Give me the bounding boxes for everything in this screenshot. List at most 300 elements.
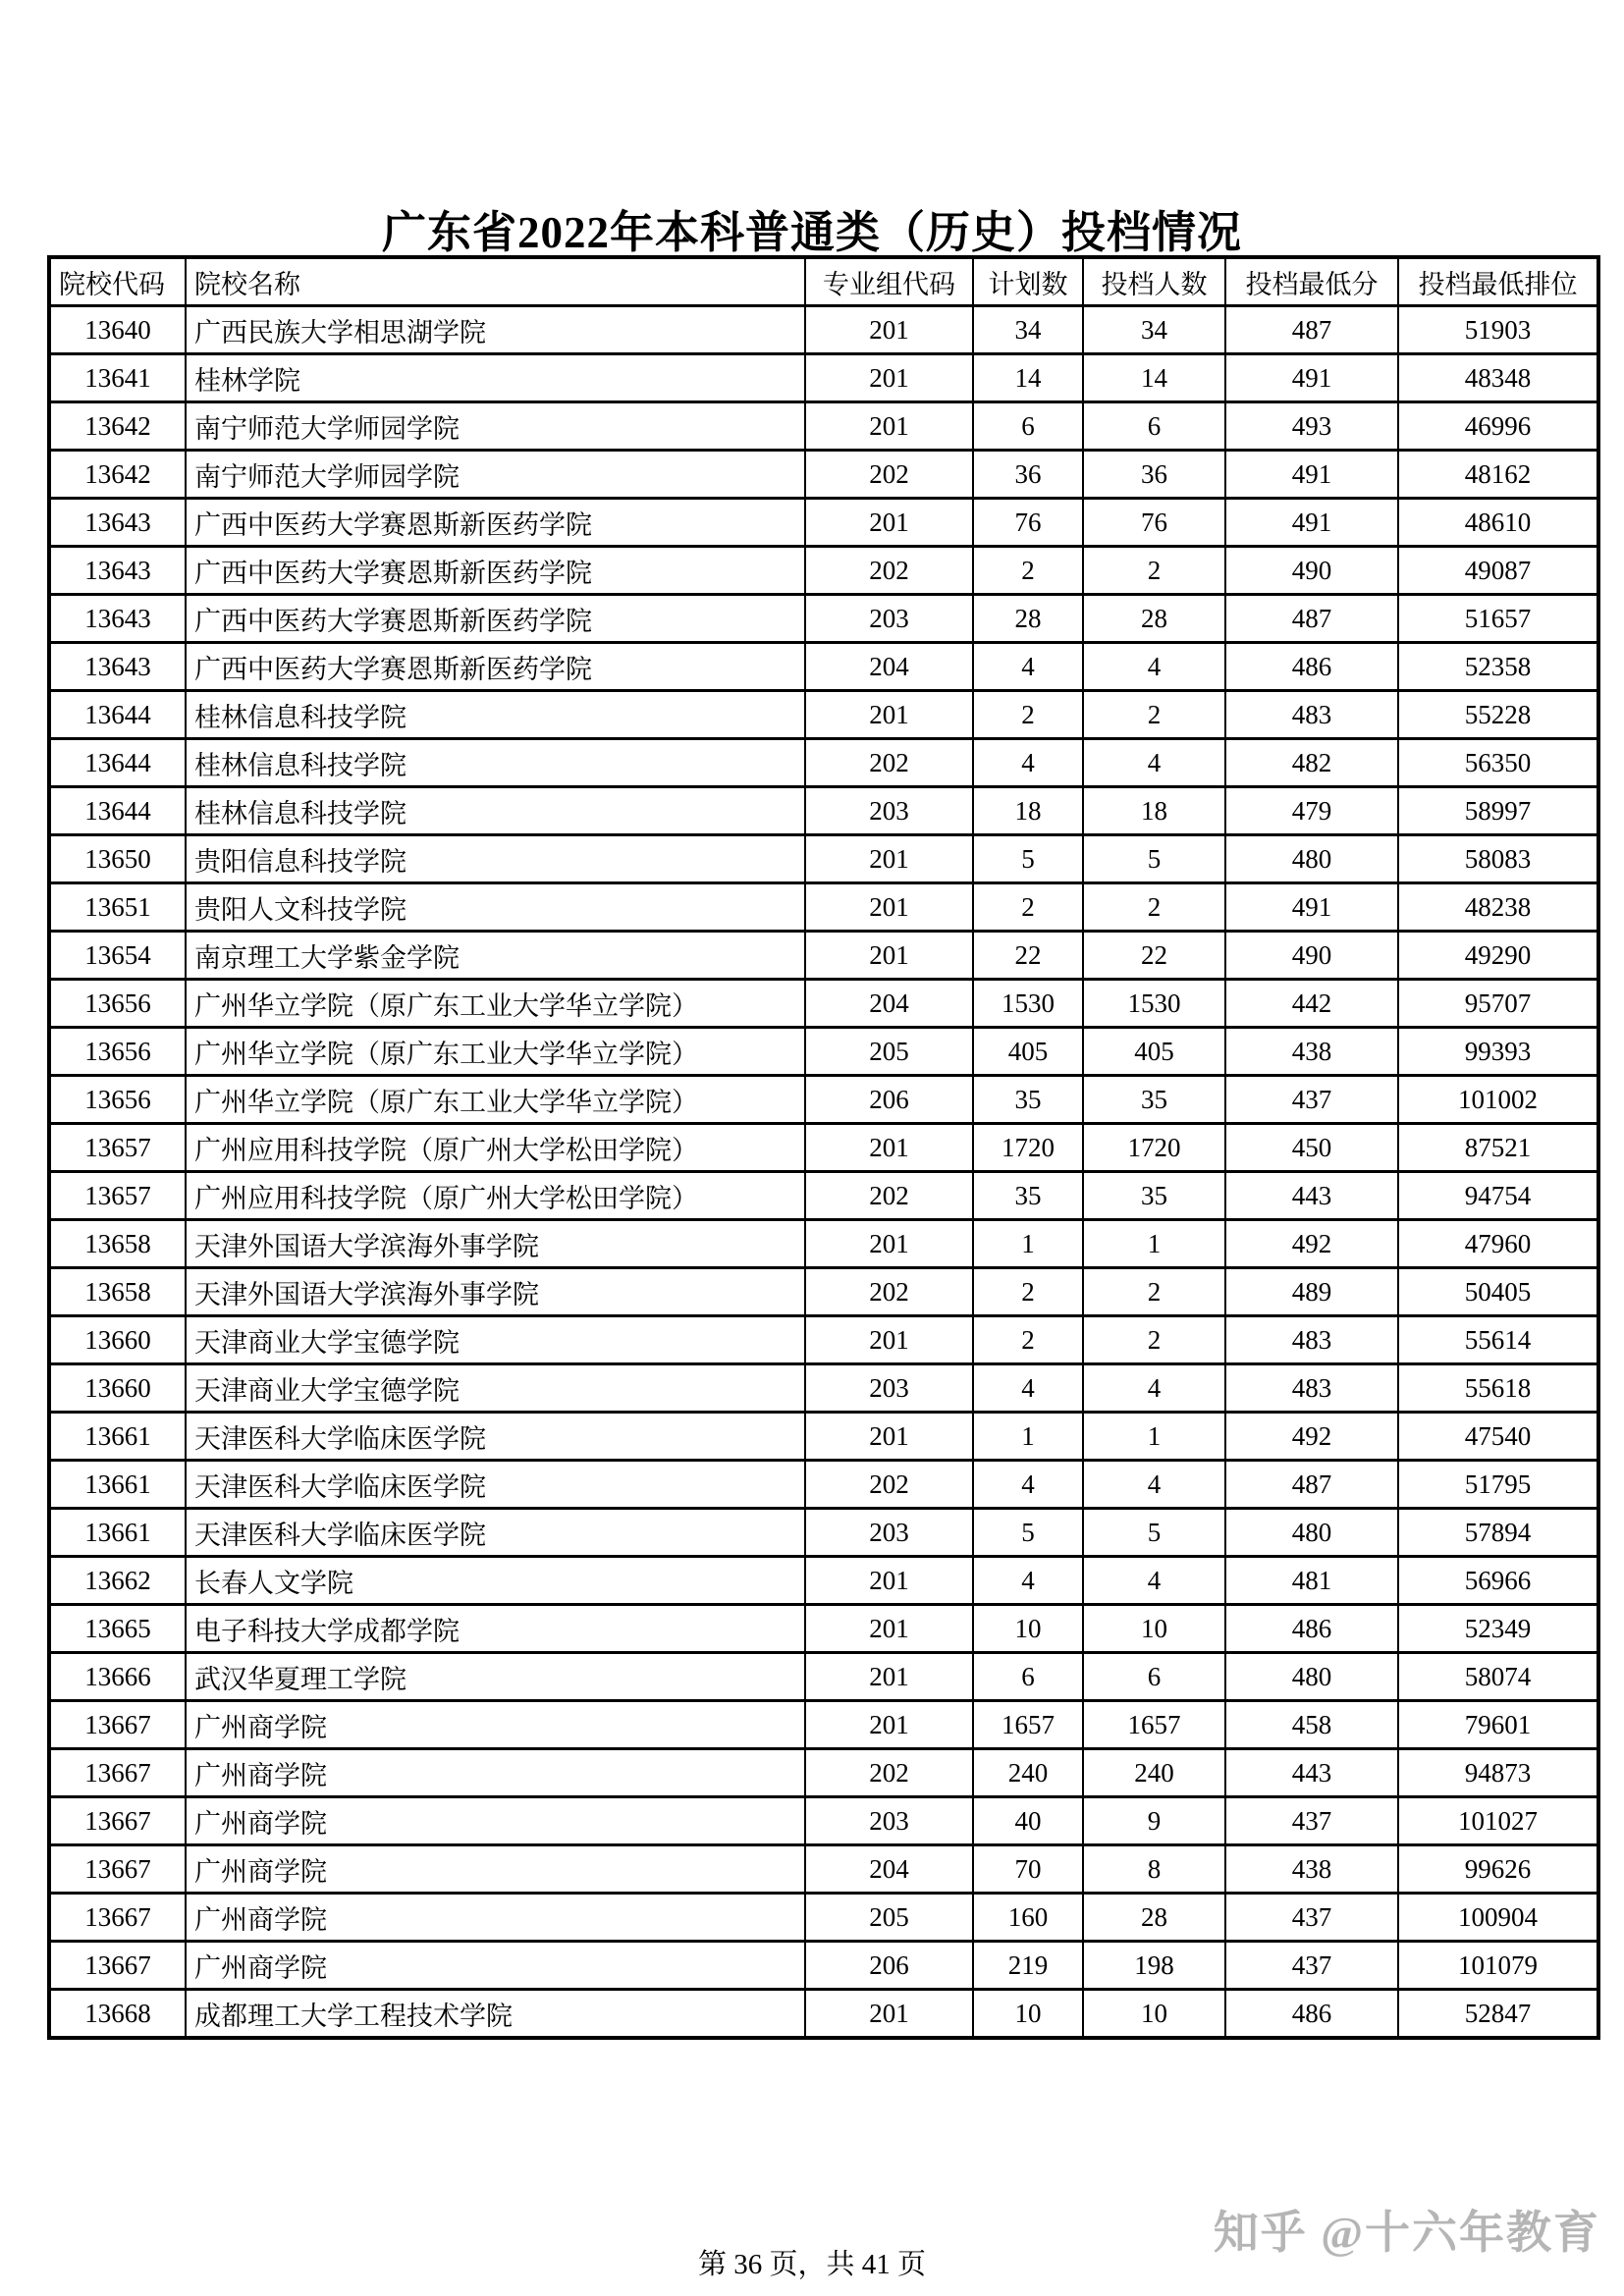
table-row — [49, 643, 1598, 691]
plan-count-cell: 22 — [973, 932, 1083, 980]
plan-count-cell: 76 — [973, 499, 1083, 547]
table-row — [49, 1797, 1598, 1845]
table-row — [49, 451, 1598, 499]
filed-count-cell: 1530 — [1083, 980, 1225, 1028]
min-score-cell: 480 — [1225, 1653, 1398, 1701]
table-row — [49, 306, 1598, 354]
filed-count-cell: 10 — [1083, 1990, 1225, 2039]
major-group-code-cell: 204 — [805, 1845, 973, 1894]
min-rank-cell: 94754 — [1398, 1172, 1598, 1220]
college-name-cell: 贵阳人文科技学院 — [186, 883, 805, 932]
filed-count-cell: 4 — [1083, 1364, 1225, 1413]
table-row — [49, 932, 1598, 980]
min-score-cell: 480 — [1225, 1509, 1398, 1557]
min-rank-cell: 48610 — [1398, 499, 1598, 547]
plan-count-cell: 34 — [973, 306, 1083, 354]
plan-count-cell: 160 — [973, 1894, 1083, 1942]
filed-count-cell: 240 — [1083, 1749, 1225, 1797]
min-score-cell: 489 — [1225, 1268, 1398, 1316]
major-group-code-cell: 203 — [805, 787, 973, 835]
college-name-cell: 广西中医药大学赛恩斯新医药学院 — [186, 643, 805, 691]
min-score-cell: 450 — [1225, 1124, 1398, 1172]
min-rank-cell: 48162 — [1398, 451, 1598, 499]
plan-count-cell: 219 — [973, 1942, 1083, 1990]
major-group-code-cell: 202 — [805, 451, 973, 499]
table-row — [49, 1653, 1598, 1701]
college-name-cell: 桂林信息科技学院 — [186, 787, 805, 835]
major-group-code-cell: 203 — [805, 1797, 973, 1845]
min-score-cell: 437 — [1225, 1942, 1398, 1990]
min-score-cell: 479 — [1225, 787, 1398, 835]
college-code-cell: 13667 — [49, 1845, 186, 1894]
table-row — [49, 1172, 1598, 1220]
header-filed-count: 投档人数 — [1083, 257, 1225, 306]
filed-count-cell: 22 — [1083, 932, 1225, 980]
table-row — [49, 402, 1598, 451]
min-score-cell: 486 — [1225, 1990, 1398, 2039]
min-rank-cell: 48348 — [1398, 354, 1598, 402]
college-code-cell: 13640 — [49, 306, 186, 354]
filed-count-cell: 5 — [1083, 835, 1225, 883]
filed-count-cell: 8 — [1083, 1845, 1225, 1894]
major-group-code-cell: 201 — [805, 883, 973, 932]
filed-count-cell: 1720 — [1083, 1124, 1225, 1172]
college-code-cell: 13658 — [49, 1220, 186, 1268]
college-code-cell: 13661 — [49, 1413, 186, 1461]
plan-count-cell: 240 — [973, 1749, 1083, 1797]
college-name-cell: 广州应用科技学院（原广州大学松田学院） — [186, 1172, 805, 1220]
table-row — [49, 739, 1598, 787]
min-rank-cell: 51903 — [1398, 306, 1598, 354]
plan-count-cell: 4 — [973, 1557, 1083, 1605]
min-rank-cell: 48238 — [1398, 883, 1598, 932]
min-score-cell: 438 — [1225, 1845, 1398, 1894]
college-name-cell: 广州应用科技学院（原广州大学松田学院） — [186, 1124, 805, 1172]
min-score-cell: 437 — [1225, 1076, 1398, 1124]
min-rank-cell: 99393 — [1398, 1028, 1598, 1076]
college-name-cell: 天津外国语大学滨海外事学院 — [186, 1220, 805, 1268]
major-group-code-cell: 201 — [805, 354, 973, 402]
college-name-cell: 桂林学院 — [186, 354, 805, 402]
filed-count-cell: 6 — [1083, 1653, 1225, 1701]
header-college-name: 院校名称 — [186, 257, 805, 306]
plan-count-cell: 35 — [973, 1172, 1083, 1220]
table-row — [49, 1413, 1598, 1461]
plan-count-cell: 70 — [973, 1845, 1083, 1894]
min-score-cell: 491 — [1225, 451, 1398, 499]
major-group-code-cell: 202 — [805, 739, 973, 787]
major-group-code-cell: 201 — [805, 691, 973, 739]
min-score-cell: 492 — [1225, 1413, 1398, 1461]
major-group-code-cell: 201 — [805, 1220, 973, 1268]
page-number: 第 36 页，共 41 页 — [697, 2249, 926, 2280]
filed-count-cell: 405 — [1083, 1028, 1225, 1076]
watermark: 知乎 @十六年教育 — [1213, 2208, 1600, 2258]
major-group-code-cell: 204 — [805, 643, 973, 691]
filed-count-cell: 34 — [1083, 306, 1225, 354]
plan-count-cell: 405 — [973, 1028, 1083, 1076]
major-group-code-cell: 201 — [805, 932, 973, 980]
table-head — [49, 257, 1598, 306]
min-score-cell: 487 — [1225, 1461, 1398, 1509]
plan-count-cell: 10 — [973, 1990, 1083, 2039]
plan-count-cell: 4 — [973, 1364, 1083, 1413]
min-rank-cell: 49087 — [1398, 547, 1598, 595]
min-rank-cell: 95707 — [1398, 980, 1598, 1028]
major-group-code-cell: 201 — [805, 1990, 973, 2039]
filed-count-cell: 36 — [1083, 451, 1225, 499]
major-group-code-cell: 201 — [805, 1605, 973, 1653]
min-rank-cell: 99626 — [1398, 1845, 1598, 1894]
filed-count-cell: 76 — [1083, 499, 1225, 547]
filed-count-cell: 4 — [1083, 1461, 1225, 1509]
college-code-cell: 13650 — [49, 835, 186, 883]
table-row — [49, 595, 1598, 643]
filed-count-cell: 1 — [1083, 1413, 1225, 1461]
min-score-cell: 491 — [1225, 499, 1398, 547]
plan-count-cell: 18 — [973, 787, 1083, 835]
major-group-code-cell: 201 — [805, 402, 973, 451]
min-rank-cell: 52349 — [1398, 1605, 1598, 1653]
min-rank-cell: 46996 — [1398, 402, 1598, 451]
college-name-cell: 广西中医药大学赛恩斯新医药学院 — [186, 595, 805, 643]
min-score-cell: 443 — [1225, 1172, 1398, 1220]
filed-count-cell: 4 — [1083, 739, 1225, 787]
college-name-cell: 天津医科大学临床医学院 — [186, 1461, 805, 1509]
min-rank-cell: 58074 — [1398, 1653, 1598, 1701]
page-title: 广东省2022年本科普通类（历史）投档情况 — [381, 208, 1242, 257]
college-code-cell: 13657 — [49, 1124, 186, 1172]
major-group-code-cell: 201 — [805, 1701, 973, 1749]
plan-count-cell: 2 — [973, 883, 1083, 932]
table-row — [49, 1845, 1598, 1894]
min-rank-cell: 47540 — [1398, 1413, 1598, 1461]
min-rank-cell: 51657 — [1398, 595, 1598, 643]
min-rank-cell: 50405 — [1398, 1268, 1598, 1316]
college-name-cell: 广州华立学院（原广东工业大学华立学院） — [186, 1028, 805, 1076]
min-rank-cell: 58083 — [1398, 835, 1598, 883]
college-name-cell: 南宁师范大学师园学院 — [186, 402, 805, 451]
filed-count-cell: 14 — [1083, 354, 1225, 402]
table-body — [49, 306, 1598, 2039]
college-code-cell: 13667 — [49, 1942, 186, 1990]
table-row — [49, 1509, 1598, 1557]
min-rank-cell: 87521 — [1398, 1124, 1598, 1172]
major-group-code-cell: 202 — [805, 1172, 973, 1220]
admission-table — [47, 255, 1600, 2040]
college-name-cell: 长春人文学院 — [186, 1557, 805, 1605]
college-code-cell: 13665 — [49, 1605, 186, 1653]
table-row — [49, 1894, 1598, 1942]
header-college-code: 院校代码 — [49, 257, 186, 306]
min-score-cell: 458 — [1225, 1701, 1398, 1749]
college-name-cell: 天津外国语大学滨海外事学院 — [186, 1268, 805, 1316]
min-score-cell: 490 — [1225, 547, 1398, 595]
min-score-cell: 482 — [1225, 739, 1398, 787]
min-score-cell: 483 — [1225, 1316, 1398, 1364]
filed-count-cell: 2 — [1083, 691, 1225, 739]
table-row — [49, 883, 1598, 932]
table-row — [49, 1557, 1598, 1605]
college-code-cell: 13668 — [49, 1990, 186, 2039]
college-code-cell: 13642 — [49, 402, 186, 451]
filed-count-cell: 6 — [1083, 402, 1225, 451]
min-rank-cell: 58997 — [1398, 787, 1598, 835]
plan-count-cell: 4 — [973, 739, 1083, 787]
min-rank-cell: 101027 — [1398, 1797, 1598, 1845]
filed-count-cell: 2 — [1083, 547, 1225, 595]
college-name-cell: 广州商学院 — [186, 1749, 805, 1797]
college-name-cell: 广州华立学院（原广东工业大学华立学院） — [186, 980, 805, 1028]
college-code-cell: 13644 — [49, 691, 186, 739]
min-rank-cell: 79601 — [1398, 1701, 1598, 1749]
min-rank-cell: 52847 — [1398, 1990, 1598, 2039]
college-name-cell: 天津医科大学临床医学院 — [186, 1413, 805, 1461]
major-group-code-cell: 205 — [805, 1894, 973, 1942]
major-group-code-cell: 201 — [805, 1557, 973, 1605]
min-score-cell: 438 — [1225, 1028, 1398, 1076]
college-code-cell: 13643 — [49, 643, 186, 691]
table-row — [49, 980, 1598, 1028]
college-code-cell: 13656 — [49, 1028, 186, 1076]
college-name-cell: 广西中医药大学赛恩斯新医药学院 — [186, 499, 805, 547]
major-group-code-cell: 202 — [805, 1749, 973, 1797]
filed-count-cell: 35 — [1083, 1076, 1225, 1124]
min-score-cell: 487 — [1225, 595, 1398, 643]
college-name-cell: 广西中医药大学赛恩斯新医药学院 — [186, 547, 805, 595]
major-group-code-cell: 201 — [805, 499, 973, 547]
table-row — [49, 835, 1598, 883]
table-row — [49, 1942, 1598, 1990]
header-min-score: 投档最低分 — [1225, 257, 1398, 306]
min-score-cell: 437 — [1225, 1797, 1398, 1845]
min-rank-cell: 55228 — [1398, 691, 1598, 739]
college-name-cell: 广州商学院 — [186, 1845, 805, 1894]
major-group-code-cell: 202 — [805, 1461, 973, 1509]
min-score-cell: 480 — [1225, 835, 1398, 883]
plan-count-cell: 5 — [973, 1509, 1083, 1557]
college-name-cell: 广西民族大学相思湖学院 — [186, 306, 805, 354]
table-row — [49, 1124, 1598, 1172]
min-rank-cell: 56350 — [1398, 739, 1598, 787]
table-row — [49, 691, 1598, 739]
plan-count-cell: 1530 — [973, 980, 1083, 1028]
filed-count-cell: 9 — [1083, 1797, 1225, 1845]
plan-count-cell: 40 — [973, 1797, 1083, 1845]
table-row — [49, 1220, 1598, 1268]
college-code-cell: 13643 — [49, 595, 186, 643]
major-group-code-cell: 202 — [805, 547, 973, 595]
min-rank-cell: 55618 — [1398, 1364, 1598, 1413]
min-score-cell: 486 — [1225, 1605, 1398, 1653]
min-score-cell: 492 — [1225, 1220, 1398, 1268]
college-name-cell: 南宁师范大学师园学院 — [186, 451, 805, 499]
header-major-group-code: 专业组代码 — [805, 257, 973, 306]
college-code-cell: 13651 — [49, 883, 186, 932]
table-row — [49, 1749, 1598, 1797]
college-name-cell: 南京理工大学紫金学院 — [186, 932, 805, 980]
plan-count-cell: 2 — [973, 1316, 1083, 1364]
major-group-code-cell: 201 — [805, 835, 973, 883]
min-rank-cell: 101002 — [1398, 1076, 1598, 1124]
major-group-code-cell: 203 — [805, 595, 973, 643]
major-group-code-cell: 201 — [805, 1316, 973, 1364]
plan-count-cell: 2 — [973, 691, 1083, 739]
college-name-cell: 武汉华夏理工学院 — [186, 1653, 805, 1701]
min-rank-cell: 101079 — [1398, 1942, 1598, 1990]
college-code-cell: 13667 — [49, 1797, 186, 1845]
college-code-cell: 13644 — [49, 739, 186, 787]
college-name-cell: 广州商学院 — [186, 1701, 805, 1749]
college-name-cell: 天津医科大学临床医学院 — [186, 1509, 805, 1557]
table-row — [49, 1605, 1598, 1653]
plan-count-cell: 6 — [973, 402, 1083, 451]
filed-count-cell: 10 — [1083, 1605, 1225, 1653]
college-code-cell: 13656 — [49, 980, 186, 1028]
min-score-cell: 443 — [1225, 1749, 1398, 1797]
header-plan-count: 计划数 — [973, 257, 1083, 306]
college-name-cell: 桂林信息科技学院 — [186, 691, 805, 739]
table-row — [49, 354, 1598, 402]
college-code-cell: 13667 — [49, 1701, 186, 1749]
college-name-cell: 广州华立学院（原广东工业大学华立学院） — [186, 1076, 805, 1124]
plan-count-cell: 35 — [973, 1076, 1083, 1124]
filed-count-cell: 198 — [1083, 1942, 1225, 1990]
college-name-cell: 广州商学院 — [186, 1797, 805, 1845]
filed-count-cell: 35 — [1083, 1172, 1225, 1220]
plan-count-cell: 10 — [973, 1605, 1083, 1653]
college-code-cell: 13644 — [49, 787, 186, 835]
min-score-cell: 483 — [1225, 691, 1398, 739]
major-group-code-cell: 204 — [805, 980, 973, 1028]
table-row — [49, 787, 1598, 835]
college-code-cell: 13642 — [49, 451, 186, 499]
major-group-code-cell: 206 — [805, 1076, 973, 1124]
college-code-cell: 13658 — [49, 1268, 186, 1316]
college-code-cell: 13643 — [49, 499, 186, 547]
table-row — [49, 1076, 1598, 1124]
min-rank-cell: 51795 — [1398, 1461, 1598, 1509]
filed-count-cell: 4 — [1083, 1557, 1225, 1605]
college-code-cell: 13660 — [49, 1364, 186, 1413]
major-group-code-cell: 206 — [805, 1942, 973, 1990]
major-group-code-cell: 201 — [805, 306, 973, 354]
college-code-cell: 13660 — [49, 1316, 186, 1364]
min-score-cell: 437 — [1225, 1894, 1398, 1942]
min-score-cell: 490 — [1225, 932, 1398, 980]
plan-count-cell: 4 — [973, 1461, 1083, 1509]
plan-count-cell: 1657 — [973, 1701, 1083, 1749]
college-code-cell: 13641 — [49, 354, 186, 402]
plan-count-cell: 1 — [973, 1220, 1083, 1268]
major-group-code-cell: 201 — [805, 1413, 973, 1461]
college-code-cell: 13661 — [49, 1509, 186, 1557]
table-row — [49, 547, 1598, 595]
plan-count-cell: 1720 — [973, 1124, 1083, 1172]
filed-count-cell: 2 — [1083, 1316, 1225, 1364]
min-score-cell: 483 — [1225, 1364, 1398, 1413]
college-code-cell: 13654 — [49, 932, 186, 980]
min-score-cell: 481 — [1225, 1557, 1398, 1605]
college-code-cell: 13662 — [49, 1557, 186, 1605]
college-name-cell: 天津商业大学宝德学院 — [186, 1364, 805, 1413]
filed-count-cell: 18 — [1083, 787, 1225, 835]
min-score-cell: 491 — [1225, 354, 1398, 402]
min-rank-cell: 94873 — [1398, 1749, 1598, 1797]
header-min-rank: 投档最低排位 — [1398, 257, 1598, 306]
filed-count-cell: 4 — [1083, 643, 1225, 691]
table-row — [49, 1461, 1598, 1509]
college-name-cell: 成都理工大学工程技术学院 — [186, 1990, 805, 2039]
filed-count-cell: 28 — [1083, 1894, 1225, 1942]
filed-count-cell: 2 — [1083, 1268, 1225, 1316]
plan-count-cell: 28 — [973, 595, 1083, 643]
major-group-code-cell: 201 — [805, 1124, 973, 1172]
plan-count-cell: 36 — [973, 451, 1083, 499]
college-code-cell: 13667 — [49, 1894, 186, 1942]
filed-count-cell: 28 — [1083, 595, 1225, 643]
major-group-code-cell: 205 — [805, 1028, 973, 1076]
table-row — [49, 1268, 1598, 1316]
table-row — [49, 499, 1598, 547]
college-name-cell: 电子科技大学成都学院 — [186, 1605, 805, 1653]
plan-count-cell: 2 — [973, 547, 1083, 595]
plan-count-cell: 1 — [973, 1413, 1083, 1461]
min-rank-cell: 56966 — [1398, 1557, 1598, 1605]
major-group-code-cell: 203 — [805, 1364, 973, 1413]
college-name-cell: 桂林信息科技学院 — [186, 739, 805, 787]
college-code-cell: 13666 — [49, 1653, 186, 1701]
college-code-cell: 13656 — [49, 1076, 186, 1124]
min-score-cell: 487 — [1225, 306, 1398, 354]
min-rank-cell: 100904 — [1398, 1894, 1598, 1942]
min-score-cell: 486 — [1225, 643, 1398, 691]
college-name-cell: 广州商学院 — [186, 1942, 805, 1990]
major-group-code-cell: 203 — [805, 1509, 973, 1557]
filed-count-cell: 1 — [1083, 1220, 1225, 1268]
major-group-code-cell: 201 — [805, 1653, 973, 1701]
filed-count-cell: 2 — [1083, 883, 1225, 932]
table-row — [49, 1364, 1598, 1413]
min-rank-cell: 49290 — [1398, 932, 1598, 980]
college-code-cell: 13667 — [49, 1749, 186, 1797]
table-row — [49, 1316, 1598, 1364]
college-name-cell: 贵阳信息科技学院 — [186, 835, 805, 883]
min-rank-cell: 55614 — [1398, 1316, 1598, 1364]
min-rank-cell: 52358 — [1398, 643, 1598, 691]
filed-count-cell: 5 — [1083, 1509, 1225, 1557]
college-code-cell: 13643 — [49, 547, 186, 595]
table-row — [49, 1028, 1598, 1076]
plan-count-cell: 2 — [973, 1268, 1083, 1316]
plan-count-cell: 5 — [973, 835, 1083, 883]
college-name-cell: 天津商业大学宝德学院 — [186, 1316, 805, 1364]
min-rank-cell: 57894 — [1398, 1509, 1598, 1557]
college-name-cell: 广州商学院 — [186, 1894, 805, 1942]
plan-count-cell: 14 — [973, 354, 1083, 402]
college-code-cell: 13657 — [49, 1172, 186, 1220]
filed-count-cell: 1657 — [1083, 1701, 1225, 1749]
table-row — [49, 1990, 1598, 2039]
college-code-cell: 13661 — [49, 1461, 186, 1509]
header-row — [49, 257, 1598, 306]
min-score-cell: 491 — [1225, 883, 1398, 932]
min-score-cell: 442 — [1225, 980, 1398, 1028]
min-rank-cell: 47960 — [1398, 1220, 1598, 1268]
plan-count-cell: 6 — [973, 1653, 1083, 1701]
plan-count-cell: 4 — [973, 643, 1083, 691]
min-score-cell: 493 — [1225, 402, 1398, 451]
